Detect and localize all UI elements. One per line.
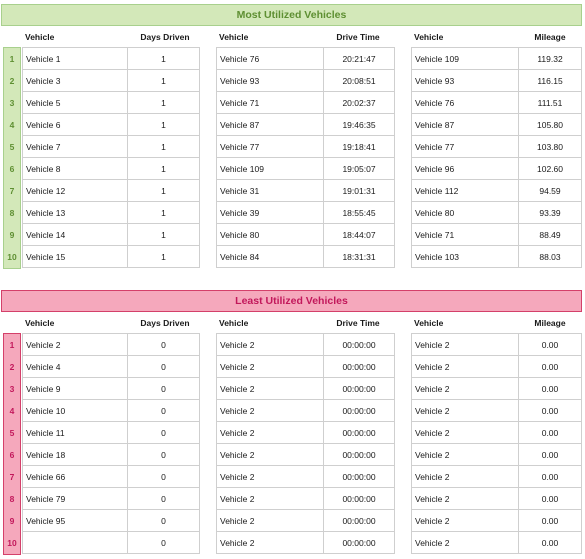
value-cell: 00:00:00 (323, 422, 395, 443)
value-cell: 0.00 (518, 444, 582, 465)
rank-number: 4 (9, 120, 15, 130)
value-cell: 111.51 (518, 92, 582, 113)
value-cell: 103.80 (518, 136, 582, 157)
vehicle-name-cell: Vehicle 31 (216, 180, 323, 201)
days-driven-table (22, 333, 200, 554)
value-cell: 00:00:00 (323, 466, 395, 487)
header-drive-time: Drive Time (336, 318, 380, 328)
value-cell: 0.00 (518, 378, 582, 399)
table-row (216, 510, 395, 532)
vehicle-name-cell: Vehicle 2 (411, 400, 518, 421)
table-row (411, 444, 582, 466)
vehicle-name-cell: Vehicle 87 (411, 114, 518, 135)
value-cell: 119.32 (518, 48, 582, 69)
value-cell: 102.60 (518, 158, 582, 179)
mileage-table (411, 333, 582, 554)
header-mileage: Mileage (534, 318, 566, 328)
value-cell: 1 (127, 158, 200, 179)
value-cell: 0 (127, 334, 200, 355)
table-row (216, 466, 395, 488)
value-cell: 20:08:51 (323, 70, 395, 91)
value-cell: 00:00:00 (323, 488, 395, 509)
vehicle-name-cell: Vehicle 84 (216, 246, 323, 267)
rank-number: 9 (9, 516, 15, 526)
header-drive-time: Drive Time (336, 32, 380, 42)
value-cell: 0.00 (518, 532, 582, 553)
table-row (22, 356, 200, 378)
table-row (411, 48, 582, 70)
vehicle-name-cell: Vehicle 2 (216, 466, 323, 487)
vehicle-name-cell: Vehicle 103 (411, 246, 518, 267)
table-row (411, 466, 582, 488)
table-row (216, 158, 395, 180)
table-row (216, 48, 395, 70)
header-vehicle: Vehicle (25, 32, 55, 42)
value-cell: 00:00:00 (323, 356, 395, 377)
value-cell: 1 (127, 246, 200, 267)
value-cell: 93.39 (518, 202, 582, 223)
vehicle-name-cell: Vehicle 77 (411, 136, 518, 157)
vehicle-name-cell: Vehicle 14 (22, 224, 127, 245)
vehicle-name-cell: Vehicle 2 (22, 334, 127, 355)
rank-number: 4 (9, 406, 15, 416)
vehicle-name-cell: Vehicle 2 (411, 466, 518, 487)
value-cell: 0.00 (518, 488, 582, 509)
value-cell: 1 (127, 48, 200, 69)
value-cell: 0.00 (518, 422, 582, 443)
vehicle-name-cell: Vehicle 109 (216, 158, 323, 179)
table-row (22, 48, 200, 70)
value-cell: 0 (127, 488, 200, 509)
rank-number: 3 (9, 384, 15, 394)
table-row (216, 92, 395, 114)
header-vehicle: Vehicle (219, 318, 249, 328)
value-cell: 00:00:00 (323, 510, 395, 531)
value-cell: 19:05:07 (323, 158, 395, 179)
table-row (22, 180, 200, 202)
value-cell: 20:21:47 (323, 48, 395, 69)
vehicle-name-cell: Vehicle 15 (22, 246, 127, 267)
value-cell: 0.00 (518, 400, 582, 421)
vehicle-name-cell (22, 532, 127, 553)
vehicle-name-cell: Vehicle 6 (22, 114, 127, 135)
rank-number: 7 (9, 186, 15, 196)
vehicle-name-cell: Vehicle 71 (411, 224, 518, 245)
value-cell: 1 (127, 92, 200, 113)
rank-number: 1 (9, 340, 15, 350)
vehicle-name-cell: Vehicle 80 (411, 202, 518, 223)
vehicle-name-cell: Vehicle 2 (411, 488, 518, 509)
table-row (216, 70, 395, 92)
table-row (411, 224, 582, 246)
table-row (411, 180, 582, 202)
table-row (22, 202, 200, 224)
header-mileage: Mileage (534, 32, 566, 42)
value-cell: 00:00:00 (323, 532, 395, 553)
table-row (22, 466, 200, 488)
value-cell: 94.59 (518, 180, 582, 201)
vehicle-name-cell: Vehicle 93 (411, 70, 518, 91)
vehicle-name-cell: Vehicle 12 (22, 180, 127, 201)
table-row (22, 114, 200, 136)
table-row (216, 356, 395, 378)
table-row (411, 158, 582, 180)
vehicle-name-cell: Vehicle 2 (411, 532, 518, 553)
vehicle-name-cell: Vehicle 87 (216, 114, 323, 135)
vehicle-name-cell: Vehicle 112 (411, 180, 518, 201)
rank-number: 3 (9, 98, 15, 108)
rank-number: 1 (9, 54, 15, 64)
value-cell: 20:02:37 (323, 92, 395, 113)
header-days-driven: Days Driven (140, 32, 190, 42)
days-driven-table (22, 47, 200, 268)
table-row (216, 224, 395, 246)
vehicle-name-cell: Vehicle 3 (22, 70, 127, 91)
table-row (22, 136, 200, 158)
vehicle-name-cell: Vehicle 10 (22, 400, 127, 421)
table-row (411, 334, 582, 356)
vehicle-name-cell: Vehicle 2 (411, 444, 518, 465)
rank-number: 2 (9, 76, 15, 86)
rank-column (3, 333, 21, 555)
table-row (216, 334, 395, 356)
vehicle-name-cell: Vehicle 79 (22, 488, 127, 509)
value-cell: 19:18:41 (323, 136, 395, 157)
table-row (22, 246, 200, 268)
header-vehicle: Vehicle (414, 32, 444, 42)
header-vehicle: Vehicle (219, 32, 249, 42)
table-row (216, 378, 395, 400)
vehicle-name-cell: Vehicle 18 (22, 444, 127, 465)
vehicle-name-cell: Vehicle 2 (216, 356, 323, 377)
table-row (411, 246, 582, 268)
drive-time-table (216, 333, 395, 554)
value-cell: 00:00:00 (323, 378, 395, 399)
rank-number: 6 (9, 164, 15, 174)
table-row (216, 532, 395, 554)
vehicle-name-cell: Vehicle 13 (22, 202, 127, 223)
vehicle-name-cell: Vehicle 2 (216, 488, 323, 509)
table-row (22, 224, 200, 246)
rank-number: 9 (9, 230, 15, 240)
value-cell: 19:01:31 (323, 180, 395, 201)
table-row (411, 136, 582, 158)
table-row (411, 400, 582, 422)
table-row (411, 510, 582, 532)
table-row (22, 400, 200, 422)
vehicle-name-cell: Vehicle 2 (216, 334, 323, 355)
value-cell: 18:44:07 (323, 224, 395, 245)
vehicle-name-cell: Vehicle 2 (411, 510, 518, 531)
value-cell: 1 (127, 114, 200, 135)
drive-time-table (216, 47, 395, 268)
vehicle-name-cell: Vehicle 11 (22, 422, 127, 443)
value-cell: 0 (127, 422, 200, 443)
vehicle-name-cell: Vehicle 2 (411, 356, 518, 377)
vehicle-name-cell: Vehicle 9 (22, 378, 127, 399)
table-row (216, 114, 395, 136)
table-row (411, 356, 582, 378)
table-row (216, 422, 395, 444)
table-row (216, 136, 395, 158)
value-cell: 00:00:00 (323, 400, 395, 421)
table-row (216, 246, 395, 268)
value-cell: 0.00 (518, 466, 582, 487)
vehicle-name-cell: Vehicle 5 (22, 92, 127, 113)
table-row (411, 114, 582, 136)
value-cell: 88.49 (518, 224, 582, 245)
vehicle-name-cell: Vehicle 96 (411, 158, 518, 179)
value-cell: 1 (127, 180, 200, 201)
rank-number: 5 (9, 428, 15, 438)
vehicle-name-cell: Vehicle 109 (411, 48, 518, 69)
table-row (22, 422, 200, 444)
vehicle-name-cell: Vehicle 7 (22, 136, 127, 157)
value-cell: 0.00 (518, 356, 582, 377)
table-row (22, 444, 200, 466)
header-vehicle: Vehicle (25, 318, 55, 328)
vehicle-name-cell: Vehicle 66 (22, 466, 127, 487)
table-row (216, 444, 395, 466)
value-cell: 18:55:45 (323, 202, 395, 223)
value-cell: 0 (127, 356, 200, 377)
table-row (22, 510, 200, 532)
vehicle-name-cell: Vehicle 2 (216, 510, 323, 531)
table-row (411, 488, 582, 510)
vehicle-name-cell: Vehicle 4 (22, 356, 127, 377)
value-cell: 1 (127, 224, 200, 245)
value-cell: 0 (127, 378, 200, 399)
vehicle-name-cell: Vehicle 8 (22, 158, 127, 179)
header-days-driven: Days Driven (140, 318, 190, 328)
table-row (411, 378, 582, 400)
table-row (411, 70, 582, 92)
rank-number: 8 (9, 494, 15, 504)
table-row (22, 158, 200, 180)
table-row (411, 92, 582, 114)
vehicle-name-cell: Vehicle 71 (216, 92, 323, 113)
vehicle-name-cell: Vehicle 2 (216, 378, 323, 399)
vehicle-name-cell: Vehicle 77 (216, 136, 323, 157)
vehicle-name-cell: Vehicle 39 (216, 202, 323, 223)
vehicle-name-cell: Vehicle 76 (216, 48, 323, 69)
mileage-table (411, 47, 582, 268)
vehicle-name-cell: Vehicle 95 (22, 510, 127, 531)
table-row (411, 422, 582, 444)
rank-number: 10 (7, 538, 17, 548)
table-row (22, 378, 200, 400)
vehicle-name-cell: Vehicle 2 (411, 422, 518, 443)
table-row (22, 70, 200, 92)
rank-number: 2 (9, 362, 15, 372)
rank-number: 10 (7, 252, 17, 262)
table-row (216, 488, 395, 510)
table-row (22, 92, 200, 114)
rank-column (3, 47, 21, 269)
vehicle-name-cell: Vehicle 2 (216, 422, 323, 443)
most-utilized-title: Most Utilized Vehicles (1, 4, 582, 26)
value-cell: 1 (127, 136, 200, 157)
vehicle-name-cell: Vehicle 2 (216, 444, 323, 465)
value-cell: 0 (127, 466, 200, 487)
rank-number: 5 (9, 142, 15, 152)
value-cell: 1 (127, 70, 200, 91)
table-row (411, 202, 582, 224)
table-row (216, 400, 395, 422)
header-vehicle: Vehicle (414, 318, 444, 328)
value-cell: 00:00:00 (323, 334, 395, 355)
table-row (216, 180, 395, 202)
least-utilized-title: Least Utilized Vehicles (1, 290, 582, 312)
vehicle-name-cell: Vehicle 76 (411, 92, 518, 113)
value-cell: 116.15 (518, 70, 582, 91)
value-cell: 18:31:31 (323, 246, 395, 267)
vehicle-name-cell: Vehicle 2 (216, 532, 323, 553)
value-cell: 00:00:00 (323, 444, 395, 465)
rank-number: 8 (9, 208, 15, 218)
table-row (216, 202, 395, 224)
rank-number: 7 (9, 472, 15, 482)
table-row (22, 334, 200, 356)
vehicle-name-cell: Vehicle 2 (411, 334, 518, 355)
value-cell: 0 (127, 510, 200, 531)
value-cell: 105.80 (518, 114, 582, 135)
vehicle-name-cell: Vehicle 2 (216, 400, 323, 421)
table-row (22, 532, 200, 554)
rank-number: 6 (9, 450, 15, 460)
value-cell: 88.03 (518, 246, 582, 267)
value-cell: 0.00 (518, 510, 582, 531)
table-row (22, 488, 200, 510)
vehicle-name-cell: Vehicle 2 (411, 378, 518, 399)
table-row (411, 532, 582, 554)
value-cell: 0.00 (518, 334, 582, 355)
value-cell: 0 (127, 400, 200, 421)
value-cell: 0 (127, 444, 200, 465)
vehicle-name-cell: Vehicle 93 (216, 70, 323, 91)
vehicle-name-cell: Vehicle 80 (216, 224, 323, 245)
value-cell: 1 (127, 202, 200, 223)
value-cell: 0 (127, 532, 200, 553)
vehicle-name-cell: Vehicle 1 (22, 48, 127, 69)
value-cell: 19:46:35 (323, 114, 395, 135)
